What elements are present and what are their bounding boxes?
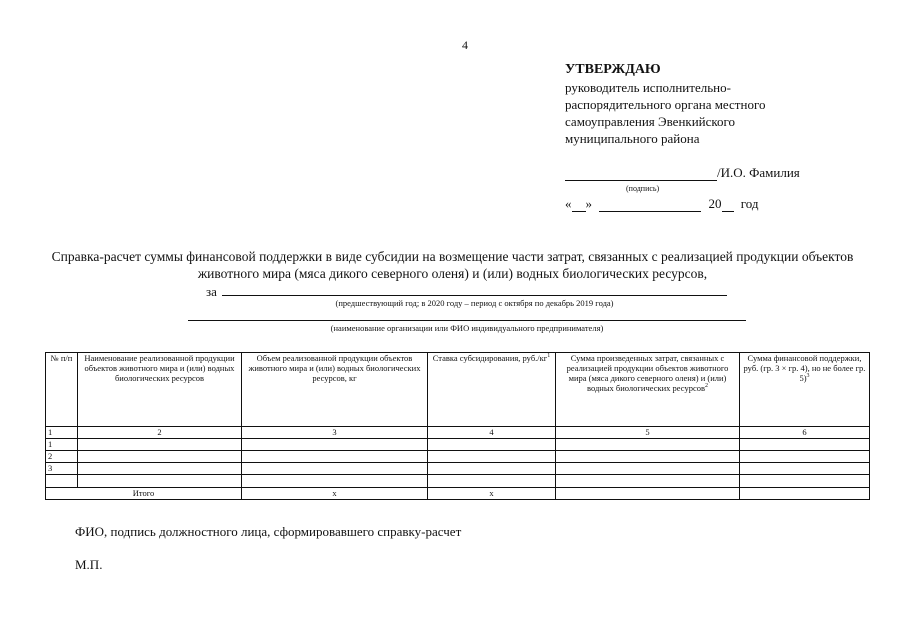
table-cell bbox=[242, 451, 428, 463]
header-cell: Наименование реализованной продукции объектов животного мира и (или) водных биологических ресурсов bbox=[78, 353, 242, 427]
table-cell bbox=[242, 463, 428, 475]
table-cell bbox=[78, 451, 242, 463]
table-cell bbox=[556, 439, 740, 451]
period-caption: (предшествующий год; в 2020 году – период с октября по декабрь 2019 года) bbox=[335, 298, 614, 308]
table-cell bbox=[740, 488, 870, 500]
period-label: за bbox=[206, 284, 217, 299]
document-title: Справка-расчет суммы финансовой поддержки в виде субсидии на возмещение части затрат, связанных с реализацией продукции объектов животного мира (мяса дикого северного оленя) и (или) водных биологических ресурсов, bbox=[51, 249, 854, 281]
table-cell bbox=[556, 451, 740, 463]
column-number: 6 bbox=[740, 427, 870, 439]
organization-blank-line bbox=[188, 320, 746, 321]
signature-name: /И.О. Фамилия bbox=[717, 165, 800, 180]
signature-row bbox=[565, 165, 800, 181]
column-number-row bbox=[46, 427, 870, 439]
header-cell: Ставка субсидирования, $руб./кг^1$ bbox=[428, 353, 556, 427]
date-quote-open: « bbox=[565, 196, 572, 211]
stamp-label: М.П. bbox=[75, 557, 103, 572]
table-cell bbox=[78, 439, 242, 451]
total-col3: x bbox=[242, 488, 428, 500]
signer-line: ФИО, подпись должностного лица, сформировавшего справку-расчет bbox=[75, 524, 462, 539]
total-label: Итого bbox=[46, 488, 242, 500]
table-cell bbox=[740, 451, 870, 463]
page-number: 4 bbox=[462, 38, 468, 52]
signature-caption: (подпись) bbox=[626, 184, 660, 193]
table-cell bbox=[428, 451, 556, 463]
year-prefix: 20 bbox=[708, 196, 722, 211]
column-number: 5 bbox=[556, 427, 740, 439]
header-cell: Сумма финансовой поддержки, руб. (гр. 3 × гр. 4), но не более гр. 5)$^3$ bbox=[740, 353, 870, 427]
table-cell bbox=[556, 475, 740, 488]
calculation-table bbox=[45, 352, 870, 500]
approval-line: самоуправления Эвенкийского bbox=[565, 114, 736, 129]
row-number bbox=[46, 475, 78, 488]
table-row bbox=[46, 463, 870, 475]
table-cell bbox=[242, 439, 428, 451]
day-blank bbox=[572, 199, 586, 212]
year-suffix: год bbox=[740, 196, 759, 211]
month-blank bbox=[599, 199, 701, 212]
date-quote-close: » bbox=[585, 196, 592, 211]
approval-block bbox=[565, 61, 865, 147]
year-blank bbox=[722, 199, 734, 212]
table-row bbox=[46, 475, 870, 488]
approval-line: распорядительного органа местного bbox=[565, 97, 766, 112]
table-row bbox=[46, 451, 870, 463]
approval-line: руководитель исполнительно- bbox=[565, 80, 731, 95]
table-cell bbox=[78, 475, 242, 488]
signature-blank bbox=[565, 168, 717, 181]
column-number: 4 bbox=[428, 427, 556, 439]
table-header-row bbox=[46, 353, 870, 427]
row-number: 2 bbox=[46, 451, 78, 463]
table-cell bbox=[740, 463, 870, 475]
table-cell bbox=[556, 488, 740, 500]
table-cell bbox=[242, 475, 428, 488]
column-number: 1 bbox=[46, 427, 78, 439]
total-col4: x bbox=[428, 488, 556, 500]
total-row bbox=[46, 488, 870, 500]
column-number: 2 bbox=[78, 427, 242, 439]
date-row bbox=[565, 196, 759, 212]
header-cell: Объем реализованной продукции объектов животного мира и (или) водных биологических ресурсов, кг bbox=[242, 353, 428, 427]
header-cell: Сумма произведенных затрат, связанных с реализацией продукции объектов животного мира (мяса дикого северного оленя) и (или) водных биологических ресурсов$^2$ bbox=[556, 353, 740, 427]
column-number: 3 bbox=[242, 427, 428, 439]
header-cell: № п/п bbox=[46, 353, 78, 427]
table-cell bbox=[428, 439, 556, 451]
table-cell bbox=[428, 475, 556, 488]
table-cell bbox=[740, 475, 870, 488]
table-cell bbox=[78, 463, 242, 475]
table-cell bbox=[740, 439, 870, 451]
approval-heading: УТВЕРЖДАЮ bbox=[565, 62, 661, 77]
row-number: 1 bbox=[46, 439, 78, 451]
row-number: 3 bbox=[46, 463, 78, 475]
table-row bbox=[46, 439, 870, 451]
organization-caption: (наименование организации или ФИО индивидуального предпринимателя) bbox=[330, 323, 604, 333]
period-blank-line bbox=[222, 295, 727, 296]
table-cell bbox=[428, 463, 556, 475]
table-cell bbox=[556, 463, 740, 475]
approval-line: муниципального района bbox=[565, 131, 700, 146]
